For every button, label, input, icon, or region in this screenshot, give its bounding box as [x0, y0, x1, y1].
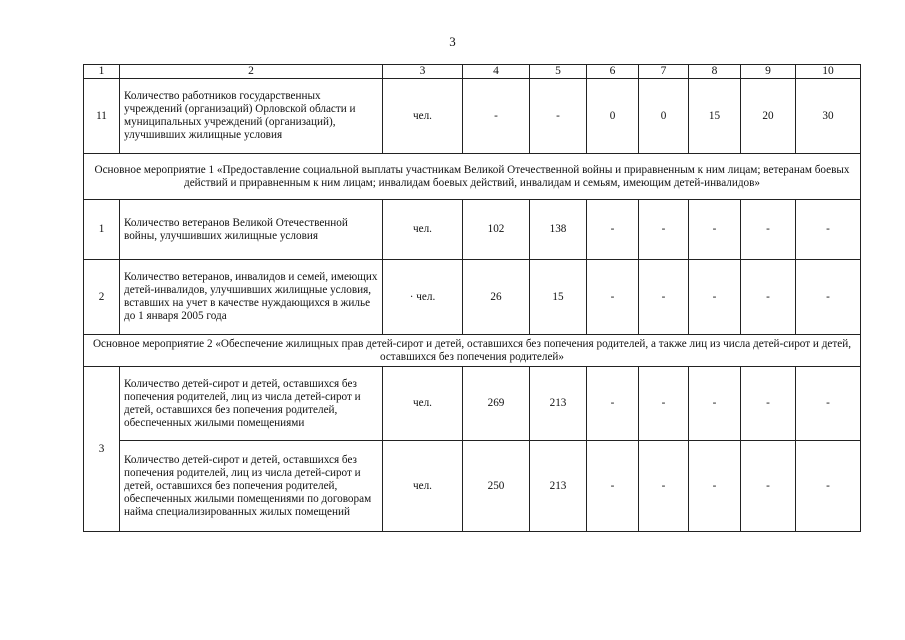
value-cell: - — [689, 367, 741, 441]
table-row — [84, 260, 861, 335]
value-cell: 30 — [796, 79, 861, 154]
row-number: 11 — [84, 79, 120, 154]
unit-cell: чел. — [383, 79, 463, 154]
value-cell: - — [639, 260, 689, 335]
indicator-description: Количество детей-сирот и детей, оставшихся без попечения родителей, лиц из числа детей-сирот и детей, оставшихся без попечения родителей, обеспеченных жилыми помещениями по договорам найма специализированных жилых помещений — [120, 441, 383, 532]
header-cell: 7 — [639, 65, 689, 79]
indicators-table — [83, 64, 861, 532]
section-row — [84, 154, 861, 200]
value-cell: - — [689, 441, 741, 532]
header-row — [84, 65, 861, 79]
indicator-description: Количество ветеранов Великой Отечественной войны, улучшивших жилищные условия — [120, 200, 383, 260]
section-heading-1: Основное мероприятие 1 «Предоставление социальной выплаты участникам Великой Отечественной войны и приравненным к ним лицам; ветеранам боевых действий и приравненным к ним лицам; инвалидам боевых действий, инвалидам и семьям, имеющим детей-инвалидов» — [84, 154, 861, 200]
header-cell: 3 — [383, 65, 463, 79]
value-cell: - — [796, 200, 861, 260]
header-cell: 9 — [741, 65, 796, 79]
table-row — [84, 367, 861, 441]
value-cell: - — [587, 200, 639, 260]
unit-cell: · чел. — [383, 260, 463, 335]
table-row — [84, 200, 861, 260]
header-cell: 5 — [530, 65, 587, 79]
value-cell: - — [741, 200, 796, 260]
header-cell: 6 — [587, 65, 639, 79]
value-cell: - — [741, 441, 796, 532]
row-number: 3 — [84, 367, 120, 532]
unit-cell: чел. — [383, 200, 463, 260]
header-cell: 1 — [84, 65, 120, 79]
value-cell: 15 — [530, 260, 587, 335]
table-row — [84, 441, 861, 532]
value-cell: 20 — [741, 79, 796, 154]
value-cell: 0 — [587, 79, 639, 154]
value-cell: 250 — [463, 441, 530, 532]
value-cell: - — [741, 367, 796, 441]
value-cell: - — [639, 441, 689, 532]
value-cell: 15 — [689, 79, 741, 154]
value-cell: 26 — [463, 260, 530, 335]
value-cell: - — [639, 367, 689, 441]
header-cell: 8 — [689, 65, 741, 79]
header-cell: 10 — [796, 65, 861, 79]
value-cell: - — [639, 200, 689, 260]
value-cell: - — [689, 260, 741, 335]
section-heading-2: Основное мероприятие 2 «Обеспечение жилищных прав детей-сирот и детей, оставшихся без попечения родителей, а также лиц из числа детей-сирот и детей, оставшихся без попечения родителей» — [84, 335, 861, 367]
row-number: 1 — [84, 200, 120, 260]
section-row — [84, 335, 861, 367]
value-cell: 0 — [639, 79, 689, 154]
page-number: 3 — [449, 34, 456, 49]
indicator-description: Количество работников государственных учреждений (организаций) Орловской области и муниципальных учреждений (организаций), улучшивших жилищные условия — [120, 79, 383, 154]
value-cell: - — [796, 260, 861, 335]
value-cell: 138 — [530, 200, 587, 260]
value-cell: - — [530, 79, 587, 154]
value-cell: 269 — [463, 367, 530, 441]
value-cell: - — [741, 260, 796, 335]
value-cell: 213 — [530, 367, 587, 441]
value-cell: - — [587, 441, 639, 532]
value-cell: - — [587, 367, 639, 441]
unit-cell: чел. — [383, 367, 463, 441]
header-cell: 2 — [120, 65, 383, 79]
table-row — [84, 79, 861, 154]
indicator-description: Количество детей-сирот и детей, оставшихся без попечения родителей, лиц из числа детей-сирот и детей, оставшихся без попечения родителей, обеспеченных жилыми помещениями — [120, 367, 383, 441]
value-cell: - — [463, 79, 530, 154]
header-cell: 4 — [463, 65, 530, 79]
value-cell: - — [587, 260, 639, 335]
value-cell: - — [796, 367, 861, 441]
unit-cell: чел. — [383, 441, 463, 532]
value-cell: - — [689, 200, 741, 260]
value-cell: - — [796, 441, 861, 532]
row-number: 2 — [84, 260, 120, 335]
value-cell: 213 — [530, 441, 587, 532]
value-cell: 102 — [463, 200, 530, 260]
indicator-description: Количество ветеранов, инвалидов и семей, имеющих детей-инвалидов, улучшивших жилищные условия, вставших на учет в качестве нуждающихся в жилье до 1 января 2005 года — [120, 260, 383, 335]
